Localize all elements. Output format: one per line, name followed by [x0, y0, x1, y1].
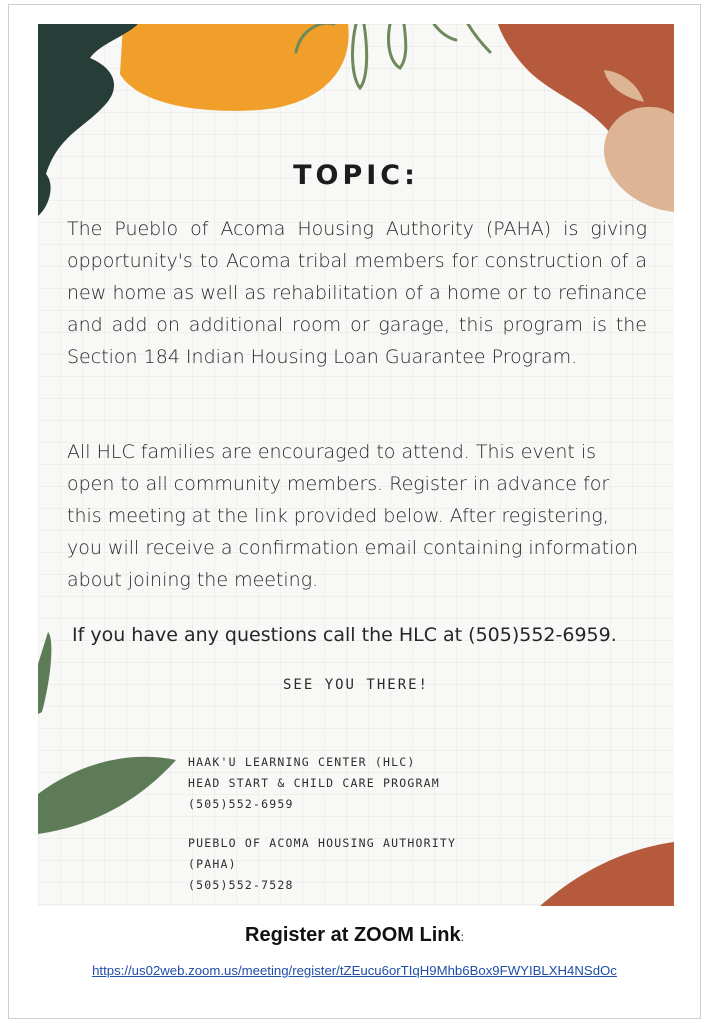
contact-org-name: PUEBLO OF ACOMA HOUSING AUTHORITY: [188, 836, 457, 850]
orange-blob-shape: [120, 24, 349, 111]
contact-block-paha: [188, 833, 608, 896]
contact-org-name: HAAK'U LEARNING CENTER (HLC): [188, 755, 416, 769]
topic-heading: TOPIC:: [293, 160, 419, 191]
program-description: The Pueblo of Acoma Housing Authority (PAHA) is giving opportunity's to Acoma tribal members for construction of a new home as well as rehabilitation of a home or to refinance and add on additional room or garage, this program is the Section 184 Indian Housing Loan Guarantee Program.: [67, 218, 647, 368]
zoom-registration-link[interactable]: https://us02web.zoom.us/meeting/register/tZEucu6orTIqH9Mhb6Box9FWYIBLXH4NSdOc: [92, 963, 617, 978]
register-label: Register at ZOOM Link: [245, 924, 461, 946]
contact-block-hlc: [188, 752, 608, 815]
contact-org-abbreviation: (PAHA): [188, 857, 237, 871]
contact-program-name: HEAD START & CHILD CARE PROGRAM: [188, 776, 440, 790]
questions-line: If you have any questions call the HLC at (505)552-6959.: [72, 624, 617, 646]
contact-phone: (505)552-6959: [188, 797, 294, 811]
sage-sliver-shape: [38, 632, 51, 714]
event-flyer: [38, 24, 674, 906]
closing-text: SEE YOU THERE!: [282, 677, 429, 693]
contact-phone: (505)552-7528: [188, 878, 294, 892]
register-heading: [0, 924, 709, 947]
attendance-info: All HLC families are encouraged to attend. This event is open to all community members. Register in advance for this meeting at the link provided below. After registering, you will receive a confirmation email containing information about joining the meeting.: [67, 441, 639, 591]
sage-leaf-shape: [38, 757, 176, 834]
register-colon: :: [460, 930, 464, 944]
